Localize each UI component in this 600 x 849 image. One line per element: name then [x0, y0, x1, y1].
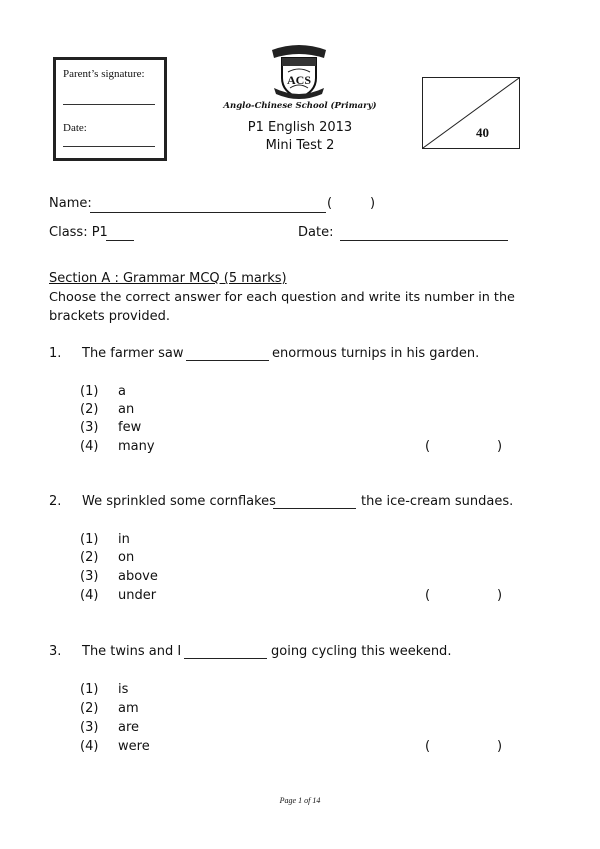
option-text: am: [118, 701, 139, 716]
register-bracket-close: ): [370, 196, 376, 211]
test-subtitle: Mini Test 2: [265, 138, 335, 153]
date-label: Date:: [298, 225, 334, 240]
answer-bracket-open: (: [425, 588, 431, 603]
option-number: (2): [80, 402, 99, 417]
option-text: under: [118, 588, 157, 603]
answer-bracket-open: (: [425, 439, 431, 454]
option-number: (2): [80, 701, 99, 716]
option-text: above: [118, 569, 158, 584]
option-number: (1): [80, 384, 99, 399]
option-number: (3): [80, 569, 99, 584]
answer-bracket-close: ): [497, 588, 503, 603]
question-text-after: the ice-cream sundaes.: [361, 494, 514, 509]
option-number: (4): [80, 439, 99, 454]
option-text: an: [118, 402, 135, 417]
section-instructions-line1: Choose the correct answer for each question and write its number in the: [49, 290, 515, 305]
option-text: on: [118, 550, 135, 565]
name-field[interactable]: [90, 212, 326, 213]
option-number: (1): [80, 682, 99, 697]
question-blank[interactable]: [184, 658, 267, 659]
option-number: (2): [80, 550, 99, 565]
date-field[interactable]: [340, 240, 508, 241]
option-number: (3): [80, 420, 99, 435]
school-crest-logo: [268, 42, 330, 100]
answer-bracket-close: ): [497, 739, 503, 754]
option-number: (4): [80, 739, 99, 754]
parent-signature-label: Parent’s signature:: [63, 68, 145, 80]
option-number: (1): [80, 532, 99, 547]
question-number: 1.: [49, 346, 62, 361]
signature-date-label: Date:: [63, 122, 87, 134]
question-text-after: enormous turnips in his garden.: [272, 346, 480, 361]
option-text: are: [118, 720, 140, 735]
answer-field[interactable]: [436, 736, 496, 756]
page-number: Page 1 of 14: [279, 796, 321, 805]
option-text: many: [118, 439, 155, 454]
question-blank[interactable]: [273, 508, 356, 509]
option-text: were: [118, 739, 150, 754]
question-number: 2.: [49, 494, 62, 509]
signature-date-line[interactable]: [63, 146, 155, 147]
question-text-before: The farmer saw: [82, 346, 184, 361]
option-number: (4): [80, 588, 99, 603]
option-text: few: [118, 420, 142, 435]
school-name: Anglo-Chinese School (Primary): [223, 101, 377, 111]
section-title: Section A : Grammar MCQ (5 marks): [49, 271, 287, 286]
answer-field[interactable]: [436, 585, 496, 605]
score-total: 40: [476, 125, 489, 140]
parent-signature-box: [53, 57, 167, 161]
name-label: Name:: [49, 196, 92, 211]
question-number: 3.: [49, 644, 62, 659]
question-blank[interactable]: [186, 360, 269, 361]
class-label: Class: P1: [49, 225, 108, 240]
score-box: [422, 77, 520, 149]
test-title: P1 English 2013: [247, 120, 353, 135]
option-text: a: [118, 384, 126, 399]
parent-signature-line[interactable]: [63, 104, 155, 105]
option-text: in: [118, 532, 130, 547]
register-bracket-open: (: [327, 196, 333, 211]
section-instructions-line2: brackets provided.: [49, 309, 170, 324]
option-number: (3): [80, 720, 99, 735]
answer-field[interactable]: [436, 436, 496, 456]
class-field[interactable]: [106, 240, 134, 241]
svg-text:ACS: ACS: [286, 73, 312, 87]
question-text-before: We sprinkled some cornflakes: [82, 494, 276, 509]
answer-bracket-open: (: [425, 739, 431, 754]
question-text-after: going cycling this weekend.: [271, 644, 452, 659]
score-divider-line: [423, 78, 519, 148]
question-text-before: The twins and I: [82, 644, 182, 659]
answer-bracket-close: ): [497, 439, 503, 454]
option-text: is: [118, 682, 129, 697]
